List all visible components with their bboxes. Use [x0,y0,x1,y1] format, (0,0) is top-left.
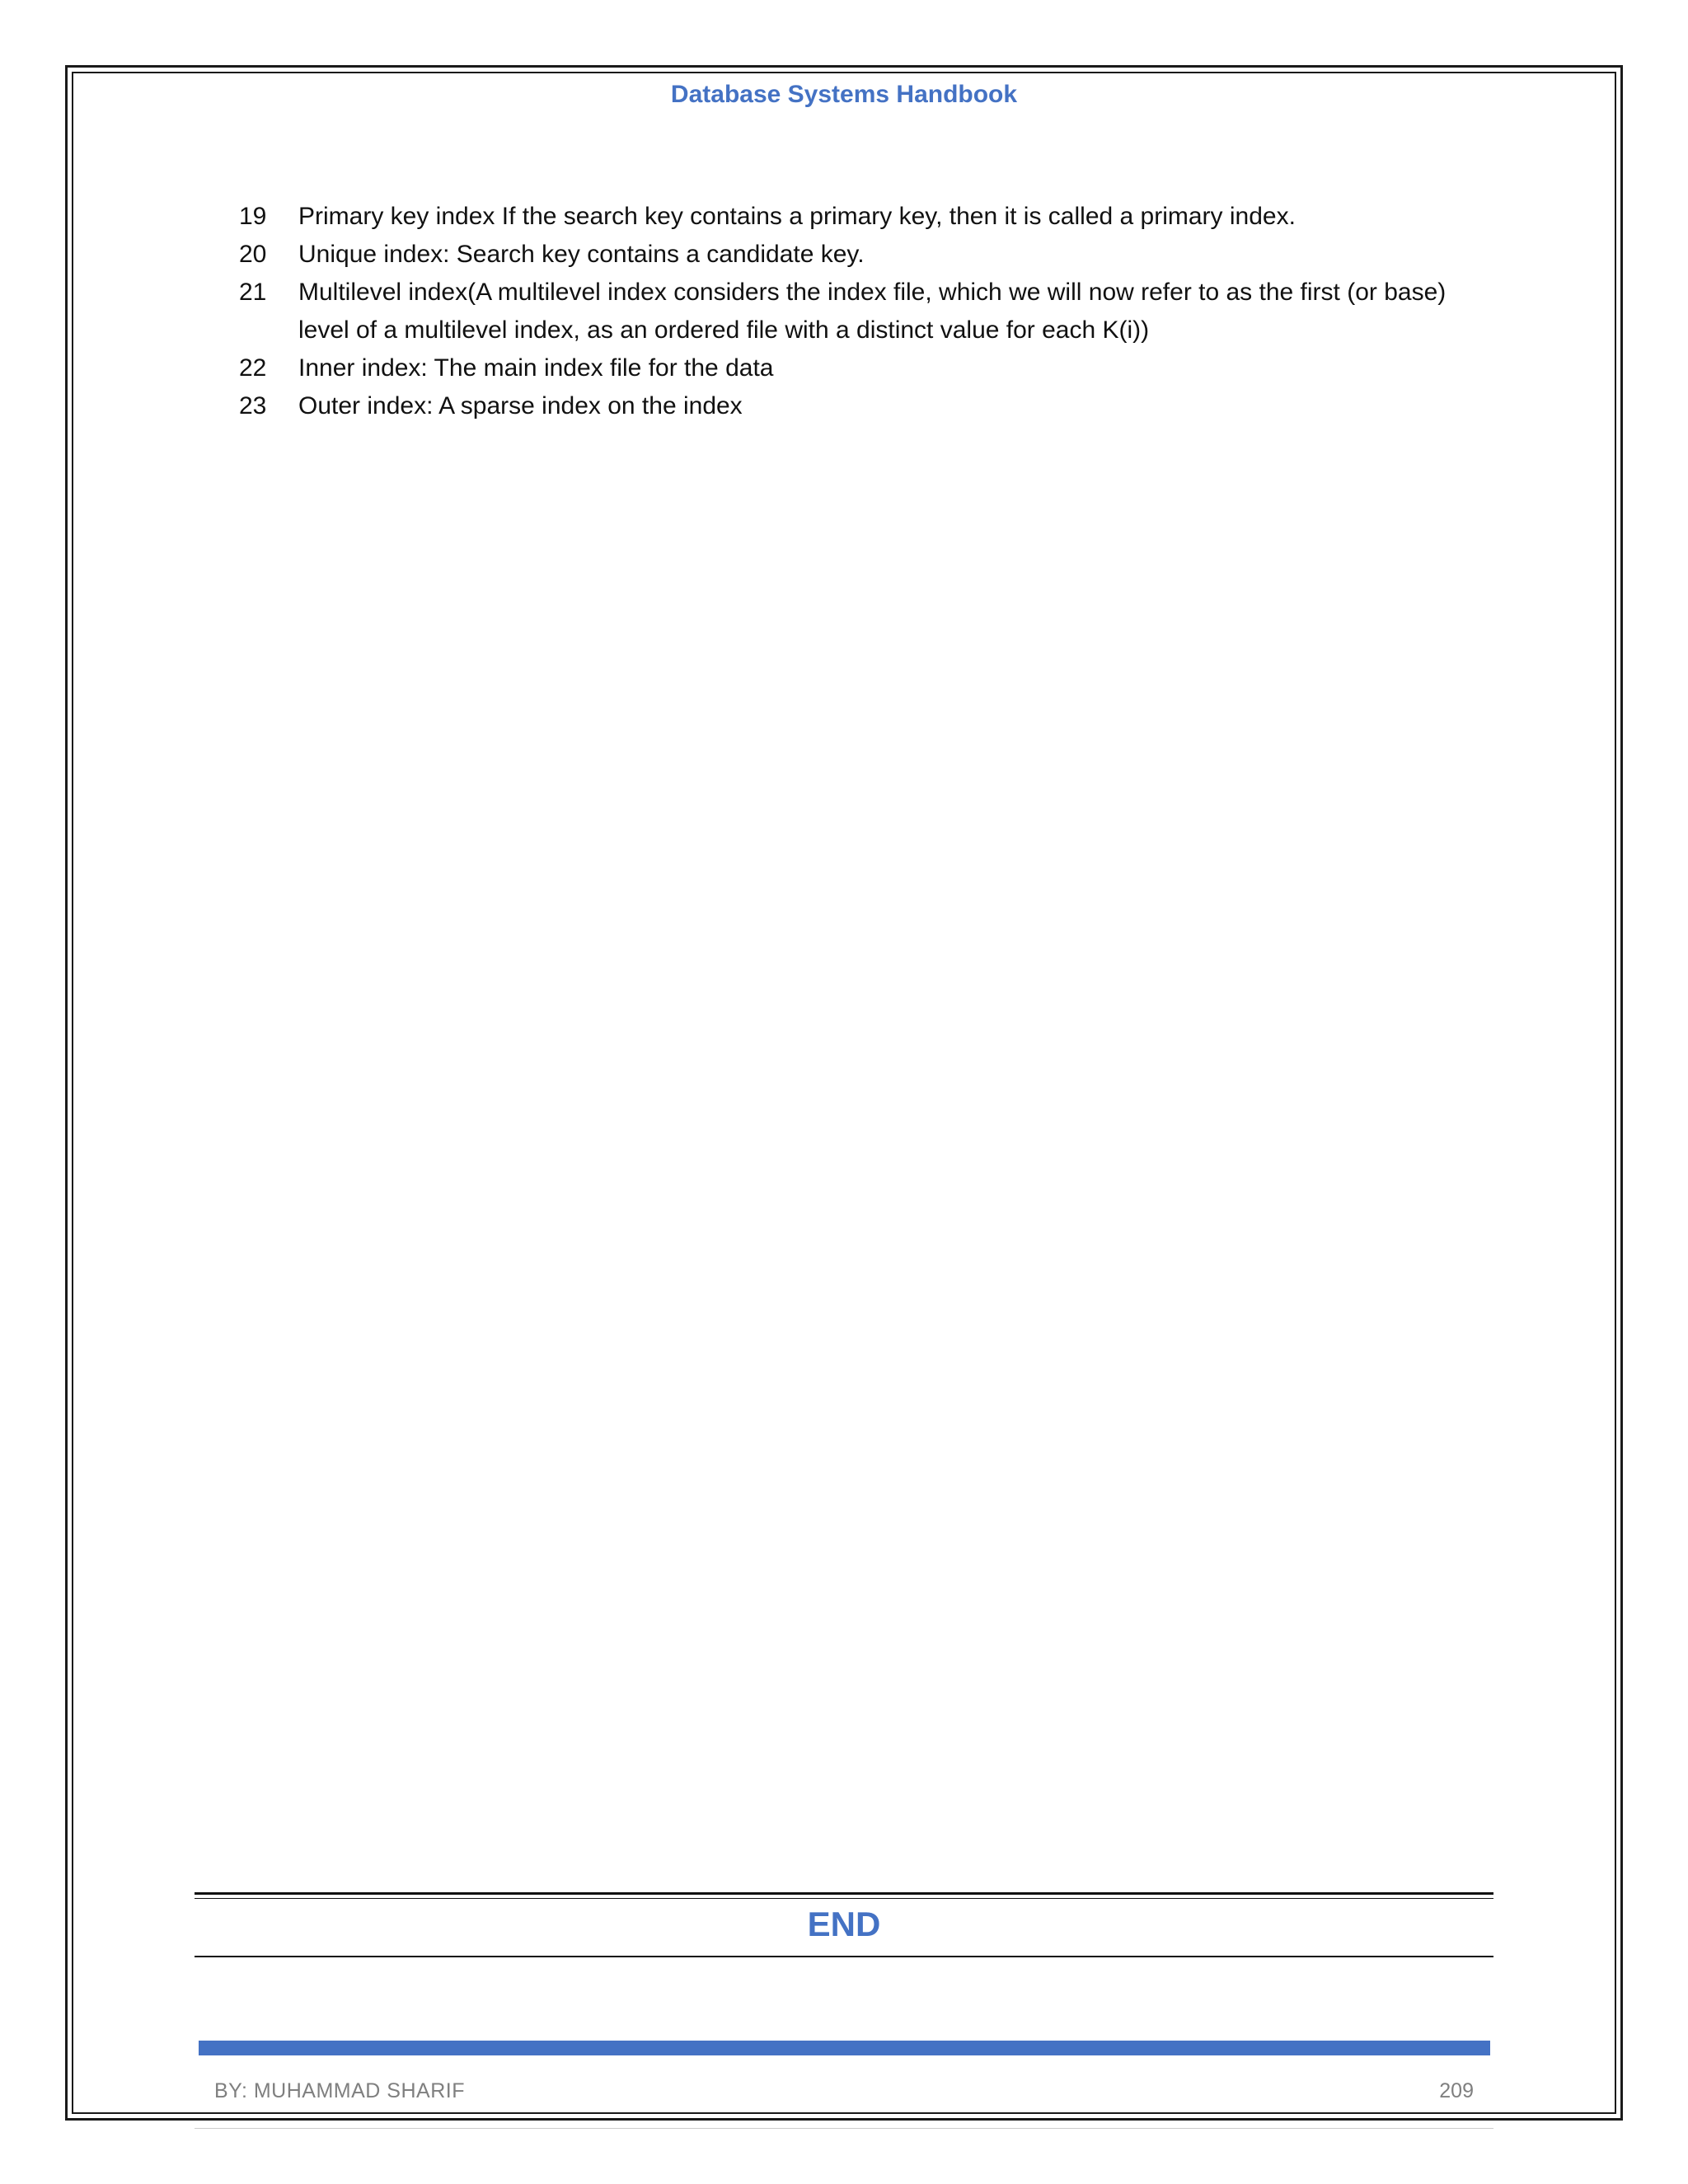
footer-page-number: 209 [1439,2079,1474,2102]
list-item-number: 20 [239,241,267,268]
list-item-number: 22 [239,354,267,382]
list-item-text: Multilevel index(A multilevel index considers the index file, which we will now refer to as the first (or base) level of a multilevel index, as an ordered file with a distinct value for each K(i)) [298,279,1447,344]
list-item-text: Unique index: Search key contains a candidate key. [298,241,865,268]
end-divider-top-thin [195,1898,1493,1899]
list-item [239,274,1459,349]
numbered-list [239,198,1459,425]
list-item-number: 23 [239,392,267,419]
list-item [239,236,1459,274]
list-item-number: 21 [239,279,267,306]
footer-accent-bar [199,2041,1490,2055]
list-item [239,349,1459,387]
list-item-number: 19 [239,203,267,230]
list-item-text: Outer index: A sparse index on the index [298,392,743,419]
list-item [239,198,1459,236]
list-item-text: Primary key index If the search key contains a primary key, then it is called a primary index. [298,203,1296,230]
end-divider-top [195,1892,1493,1895]
page-header-title: Database Systems Handbook [670,81,1018,108]
footer-divider [195,2128,1493,2129]
end-divider-bottom [195,1956,1493,1957]
footer-author: BY: MUHAMMAD SHARIF [214,2079,465,2102]
end-label: END [807,1905,881,1943]
list-item-text: Inner index: The main index file for the data [298,354,774,382]
list-item [239,387,1459,425]
